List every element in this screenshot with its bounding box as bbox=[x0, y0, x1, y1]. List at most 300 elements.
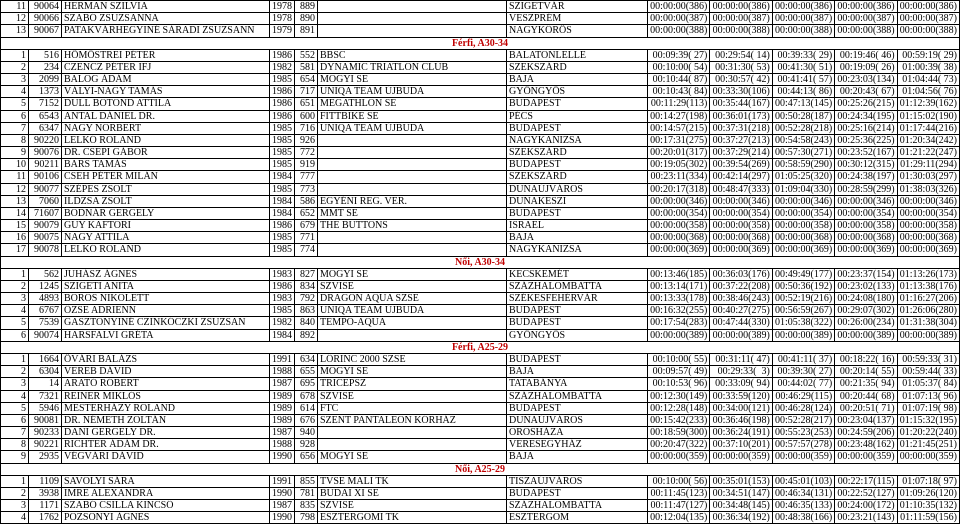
result-row bbox=[0, 244, 960, 256]
total-time-cell: 01:17:44(216) bbox=[898, 123, 960, 134]
bib-number-cell: 90106 bbox=[29, 171, 62, 182]
city-cell: SZEKSZÁRD bbox=[507, 171, 648, 182]
name-cell: BODNÁR GERGELY bbox=[62, 208, 270, 219]
bike-time-cell: 00:34:51(147) bbox=[710, 488, 772, 499]
city-cell: BUDAPEST bbox=[507, 488, 648, 499]
total-time-cell: 00:00:00(389) bbox=[898, 330, 960, 341]
start-number-cell: 891 bbox=[295, 25, 318, 36]
rank-cell: 2 bbox=[0, 366, 29, 377]
result-row bbox=[0, 232, 960, 244]
club-cell: MMT SE bbox=[318, 208, 507, 219]
birth-year-cell: 1986 bbox=[270, 281, 295, 292]
bike-time-cell: 00:35:01(153) bbox=[710, 476, 772, 487]
total-time-cell: 01:09:26(120) bbox=[898, 488, 960, 499]
rank-cell: 4 bbox=[0, 86, 29, 97]
run-time-cell: 00:20:44( 68) bbox=[835, 391, 897, 402]
result-row bbox=[0, 62, 960, 74]
total-time-cell: 01:10:35(132) bbox=[898, 500, 960, 511]
bib-number-cell: 1373 bbox=[29, 86, 62, 97]
run-time-cell: 00:00:00(386) bbox=[835, 1, 897, 12]
birth-year-cell: 1978 bbox=[270, 13, 295, 24]
swim-bike-time-cell: 01:09:04(330) bbox=[773, 184, 835, 195]
birth-year-cell: 1984 bbox=[270, 330, 295, 341]
swim-time-cell: 00:17:31(275) bbox=[648, 135, 710, 146]
swim-time-cell: 00:20:17(318) bbox=[648, 184, 710, 195]
result-row bbox=[0, 305, 960, 317]
club-cell: SZVISE bbox=[318, 391, 507, 402]
run-time-cell: 00:23:48(162) bbox=[835, 439, 897, 450]
city-cell: NAGYKANIZSA bbox=[507, 244, 648, 255]
total-time-cell: 01:04:44( 73) bbox=[898, 74, 960, 85]
total-time-cell: 00:00:00(368) bbox=[898, 232, 960, 243]
name-cell: IMRE ALEXANDRA bbox=[62, 488, 270, 499]
name-cell: MESTERHÁZY ROLAND bbox=[62, 403, 270, 414]
swim-bike-time-cell: 00:56:59(267) bbox=[773, 305, 835, 316]
start-number-cell: 777 bbox=[295, 171, 318, 182]
city-cell: SZÁZHALOMBATTA bbox=[507, 500, 648, 511]
club-cell: TRICEPSZ bbox=[318, 378, 507, 389]
name-cell: SZÉPES ZSOLT bbox=[62, 184, 270, 195]
run-time-cell: 00:23:02(133) bbox=[835, 281, 897, 292]
result-row bbox=[0, 111, 960, 123]
result-row bbox=[0, 98, 960, 110]
club-cell: MEGATHLON SE bbox=[318, 98, 507, 109]
swim-time-cell: 00:11:47(127) bbox=[648, 500, 710, 511]
birth-year-cell: 1984 bbox=[270, 208, 295, 219]
birth-year-cell: 1985 bbox=[270, 159, 295, 170]
bib-number-cell: 4893 bbox=[29, 293, 62, 304]
name-cell: BARS TAMÁS bbox=[62, 159, 270, 170]
start-number-cell: 855 bbox=[295, 476, 318, 487]
birth-year-cell: 1984 bbox=[270, 171, 295, 182]
birth-year-cell: 1991 bbox=[270, 476, 295, 487]
result-row bbox=[0, 159, 960, 171]
run-time-cell: 00:00:00(358) bbox=[835, 220, 897, 231]
run-time-cell: 00:20:14( 55) bbox=[835, 366, 897, 377]
swim-time-cell: 00:10:43( 84) bbox=[648, 86, 710, 97]
swim-time-cell: 00:23:11(334) bbox=[648, 171, 710, 182]
city-cell: TISZAÚJVÁROS bbox=[507, 476, 648, 487]
birth-year-cell: 1979 bbox=[270, 25, 295, 36]
run-time-cell: 00:00:00(354) bbox=[835, 208, 897, 219]
city-cell: BUDAPEST bbox=[507, 317, 648, 328]
rank-cell: 11 bbox=[0, 171, 29, 182]
birth-year-cell: 1982 bbox=[270, 62, 295, 73]
bike-time-cell: 00:47:44(330) bbox=[710, 317, 772, 328]
swim-bike-time-cell: 00:00:00(388) bbox=[773, 25, 835, 36]
swim-time-cell: 00:12:04(135) bbox=[648, 512, 710, 523]
bike-time-cell: 00:36:34(192) bbox=[710, 512, 772, 523]
swim-time-cell: 00:10:00( 54) bbox=[648, 62, 710, 73]
run-time-cell: 00:00:00(346) bbox=[835, 196, 897, 207]
swim-bike-time-cell: 00:00:00(389) bbox=[773, 330, 835, 341]
result-row bbox=[0, 512, 960, 524]
city-cell: BUDAPEST bbox=[507, 159, 648, 170]
birth-year-cell: 1986 bbox=[270, 98, 295, 109]
total-time-cell: 01:31:38(304) bbox=[898, 317, 960, 328]
start-number-cell: 835 bbox=[295, 500, 318, 511]
bib-number-cell: 6767 bbox=[29, 305, 62, 316]
start-number-cell: 773 bbox=[295, 184, 318, 195]
start-number-cell: 772 bbox=[295, 147, 318, 158]
total-time-cell: 00:00:00(369) bbox=[898, 244, 960, 255]
result-row bbox=[0, 366, 960, 378]
swim-bike-time-cell: 00:55:23(253) bbox=[773, 427, 835, 438]
total-time-cell: 01:00:39( 38) bbox=[898, 62, 960, 73]
total-time-cell: 01:20:34(242) bbox=[898, 135, 960, 146]
run-time-cell: 00:24:34(195) bbox=[835, 111, 897, 122]
birth-year-cell: 1985 bbox=[270, 123, 295, 134]
category-label: Férfi, A30-34 bbox=[0, 38, 960, 49]
swim-bike-time-cell: 00:00:00(369) bbox=[773, 244, 835, 255]
birth-year-cell: 1985 bbox=[270, 305, 295, 316]
club-cell: MOGYI SE bbox=[318, 74, 507, 85]
club-cell: TEMPO-AQUA bbox=[318, 317, 507, 328]
total-time-cell: 01:21:45(251) bbox=[898, 439, 960, 450]
bib-number-cell: 1171 bbox=[29, 500, 62, 511]
start-number-cell: 771 bbox=[295, 232, 318, 243]
club-cell: FTC bbox=[318, 403, 507, 414]
start-number-cell: 798 bbox=[295, 512, 318, 523]
total-time-cell: 01:13:26(173) bbox=[898, 269, 960, 280]
name-cell: LELKÓ ROLAND bbox=[62, 135, 270, 146]
birth-year-cell: 1991 bbox=[270, 354, 295, 365]
rank-cell: 4 bbox=[0, 512, 29, 523]
result-row bbox=[0, 220, 960, 232]
club-cell: TVSE MALI TK bbox=[318, 476, 507, 487]
bike-time-cell: 00:00:00(387) bbox=[710, 13, 772, 24]
club-cell: FITTBIKE SE bbox=[318, 111, 507, 122]
result-row bbox=[0, 13, 960, 25]
swim-bike-time-cell: 00:52:19(216) bbox=[773, 293, 835, 304]
run-time-cell: 00:00:00(389) bbox=[835, 330, 897, 341]
city-cell: BUDAPEST bbox=[507, 123, 648, 134]
run-time-cell: 00:20:43( 67) bbox=[835, 86, 897, 97]
city-cell: SZÁZHALOMBATTA bbox=[507, 391, 648, 402]
swim-time-cell: 00:10:00( 56) bbox=[648, 476, 710, 487]
total-time-cell: 00:00:00(358) bbox=[898, 220, 960, 231]
city-cell: GYÖNGYÖS bbox=[507, 330, 648, 341]
name-cell: DULL BOTOND ATTILA bbox=[62, 98, 270, 109]
bib-number-cell: 90067 bbox=[29, 25, 62, 36]
bike-time-cell: 00:00:00(388) bbox=[710, 25, 772, 36]
bike-time-cell: 00:48:47(333) bbox=[710, 184, 772, 195]
total-time-cell: 01:20:22(240) bbox=[898, 427, 960, 438]
bike-time-cell: 00:00:00(358) bbox=[710, 220, 772, 231]
bib-number-cell: 7321 bbox=[29, 391, 62, 402]
swim-time-cell: 00:00:00(369) bbox=[648, 244, 710, 255]
result-row bbox=[0, 147, 960, 159]
bib-number-cell: 6543 bbox=[29, 111, 62, 122]
birth-year-cell: 1990 bbox=[270, 512, 295, 523]
swim-bike-time-cell: 01:05:25(320) bbox=[773, 171, 835, 182]
start-number-cell: 774 bbox=[295, 244, 318, 255]
run-time-cell: 00:00:00(368) bbox=[835, 232, 897, 243]
run-time-cell: 00:19:46( 46) bbox=[835, 50, 897, 61]
bike-time-cell: 00:00:00(369) bbox=[710, 244, 772, 255]
birth-year-cell: 1983 bbox=[270, 269, 295, 280]
name-cell: SZABÓ ZSUZSANNA bbox=[62, 13, 270, 24]
swim-bike-time-cell: 00:44:13( 86) bbox=[773, 86, 835, 97]
swim-time-cell: 00:13:14(171) bbox=[648, 281, 710, 292]
club-cell: LŐRINC 2000 SZSE bbox=[318, 354, 507, 365]
swim-time-cell: 00:00:00(387) bbox=[648, 13, 710, 24]
total-time-cell: 00:00:00(354) bbox=[898, 208, 960, 219]
club-cell bbox=[318, 159, 507, 170]
birth-year-cell: 1985 bbox=[270, 74, 295, 85]
city-cell: BUDAPEST bbox=[507, 208, 648, 219]
name-cell: ŐZSE ADRIENN bbox=[62, 305, 270, 316]
club-cell bbox=[318, 330, 507, 341]
run-time-cell: 00:00:00(369) bbox=[835, 244, 897, 255]
bike-time-cell: 00:31:30( 53) bbox=[710, 62, 772, 73]
bike-time-cell: 00:00:00(354) bbox=[710, 208, 772, 219]
swim-bike-time-cell: 00:41:41( 57) bbox=[773, 74, 835, 85]
city-cell: BAJA bbox=[507, 366, 648, 377]
swim-time-cell: 00:00:00(359) bbox=[648, 451, 710, 462]
name-cell: REINER MIKLÓS bbox=[62, 391, 270, 402]
rank-cell: 15 bbox=[0, 220, 29, 231]
run-time-cell: 00:26:00(234) bbox=[835, 317, 897, 328]
swim-bike-time-cell: 00:45:01(103) bbox=[773, 476, 835, 487]
start-number-cell: 656 bbox=[295, 451, 318, 462]
swim-time-cell: 00:10:44( 87) bbox=[648, 74, 710, 85]
start-number-cell: 716 bbox=[295, 123, 318, 134]
rank-cell: 7 bbox=[0, 123, 29, 134]
city-cell: NAGYKANIZSA bbox=[507, 135, 648, 146]
swim-bike-time-cell: 00:52:28(218) bbox=[773, 123, 835, 134]
bib-number-cell: 90079 bbox=[29, 220, 62, 231]
start-number-cell: 678 bbox=[295, 391, 318, 402]
rank-cell: 3 bbox=[0, 74, 29, 85]
bike-time-cell: 00:36:46(198) bbox=[710, 415, 772, 426]
start-number-cell: 634 bbox=[295, 354, 318, 365]
start-number-cell: 586 bbox=[295, 196, 318, 207]
city-cell: BUDAPEST bbox=[507, 305, 648, 316]
bike-time-cell: 00:34:48(145) bbox=[710, 500, 772, 511]
start-number-cell: 926 bbox=[295, 135, 318, 146]
result-row bbox=[0, 135, 960, 147]
bike-time-cell: 00:37:31(218) bbox=[710, 123, 772, 134]
city-cell: VERESEGYHÁZ bbox=[507, 439, 648, 450]
total-time-cell: 00:00:00(359) bbox=[898, 451, 960, 462]
swim-time-cell: 00:17:54(283) bbox=[648, 317, 710, 328]
name-cell: PATAKVÁRHEGYINÉ SÁRADI ZSUZSANN bbox=[62, 25, 270, 36]
name-cell: GASZTONYINÉ CZINKÓCZKI ZSUZSAN bbox=[62, 317, 270, 328]
result-row bbox=[0, 25, 960, 37]
city-cell: SZEKSZÁRD bbox=[507, 62, 648, 73]
run-time-cell: 00:22:17(115) bbox=[835, 476, 897, 487]
bike-time-cell: 00:33:59(120) bbox=[710, 391, 772, 402]
rank-cell: 1 bbox=[0, 269, 29, 280]
swim-bike-time-cell: 00:50:36(192) bbox=[773, 281, 835, 292]
swim-bike-time-cell: 00:57:57(278) bbox=[773, 439, 835, 450]
club-cell: SZVISE bbox=[318, 281, 507, 292]
start-number-cell: 600 bbox=[295, 111, 318, 122]
run-time-cell: 00:20:51( 71) bbox=[835, 403, 897, 414]
total-time-cell: 00:00:00(387) bbox=[898, 13, 960, 24]
birth-year-cell: 1989 bbox=[270, 391, 295, 402]
swim-time-cell: 00:19:05(302) bbox=[648, 159, 710, 170]
swim-time-cell: 00:00:00(386) bbox=[648, 1, 710, 12]
name-cell: SZIGETI ANITA bbox=[62, 281, 270, 292]
start-number-cell: 890 bbox=[295, 13, 318, 24]
bib-number-cell: 90074 bbox=[29, 330, 62, 341]
total-time-cell: 01:21:22(247) bbox=[898, 147, 960, 158]
category-header-row bbox=[0, 38, 960, 50]
club-cell bbox=[318, 427, 507, 438]
swim-time-cell: 00:11:45(123) bbox=[648, 488, 710, 499]
birth-year-cell: 1988 bbox=[270, 439, 295, 450]
club-cell: THE BUTTONS bbox=[318, 220, 507, 231]
bike-time-cell: 00:00:00(359) bbox=[710, 451, 772, 462]
run-time-cell: 00:23:37(154) bbox=[835, 269, 897, 280]
result-row bbox=[0, 208, 960, 220]
start-number-cell: 940 bbox=[295, 427, 318, 438]
start-number-cell: 919 bbox=[295, 159, 318, 170]
birth-year-cell: 1978 bbox=[270, 1, 295, 12]
total-time-cell: 01:30:03(297) bbox=[898, 171, 960, 182]
bike-time-cell: 00:42:14(297) bbox=[710, 171, 772, 182]
bib-number-cell: 1664 bbox=[29, 354, 62, 365]
name-cell: NAGY ATTILA bbox=[62, 232, 270, 243]
start-number-cell: 655 bbox=[295, 366, 318, 377]
rank-cell: 5 bbox=[0, 317, 29, 328]
club-cell bbox=[318, 147, 507, 158]
rank-cell: 1 bbox=[0, 476, 29, 487]
total-time-cell: 01:26:06(280) bbox=[898, 305, 960, 316]
city-cell: BAJA bbox=[507, 451, 648, 462]
start-number-cell: 928 bbox=[295, 439, 318, 450]
city-cell: DUNAÚJVÁROS bbox=[507, 415, 648, 426]
swim-time-cell: 00:10:53( 96) bbox=[648, 378, 710, 389]
birth-year-cell: 1986 bbox=[270, 86, 295, 97]
swim-time-cell: 00:13:33(178) bbox=[648, 293, 710, 304]
bib-number-cell: 90220 bbox=[29, 135, 62, 146]
total-time-cell: 00:00:00(388) bbox=[898, 25, 960, 36]
category-label: Női, A30-34 bbox=[0, 257, 960, 268]
name-cell: DANI GERGELY DR. bbox=[62, 427, 270, 438]
swim-bike-time-cell: 00:58:59(290) bbox=[773, 159, 835, 170]
run-time-cell: 00:24:38(197) bbox=[835, 171, 897, 182]
total-time-cell: 01:07:13( 96) bbox=[898, 391, 960, 402]
total-time-cell: 00:00:00(386) bbox=[898, 1, 960, 12]
start-number-cell: 792 bbox=[295, 293, 318, 304]
bib-number-cell: 2935 bbox=[29, 451, 62, 462]
swim-bike-time-cell: 00:47:13(145) bbox=[773, 98, 835, 109]
bike-time-cell: 00:30:57( 42) bbox=[710, 74, 772, 85]
name-cell: DR. NÉMETH ZOLTÁN bbox=[62, 415, 270, 426]
bib-number-cell: 7152 bbox=[29, 98, 62, 109]
total-time-cell: 01:04:56( 76) bbox=[898, 86, 960, 97]
rank-cell: 6 bbox=[0, 330, 29, 341]
name-cell: BOROS NIKOLETT bbox=[62, 293, 270, 304]
rank-cell: 6 bbox=[0, 415, 29, 426]
club-cell: BUDAI XI SE bbox=[318, 488, 507, 499]
start-number-cell: 679 bbox=[295, 220, 318, 231]
bib-number-cell: 5946 bbox=[29, 403, 62, 414]
result-row bbox=[0, 123, 960, 135]
bike-time-cell: 00:36:03(176) bbox=[710, 269, 772, 280]
birth-year-cell: 1989 bbox=[270, 415, 295, 426]
club-cell: DYNAMIC TRIATLON CLUB bbox=[318, 62, 507, 73]
swim-bike-time-cell: 00:00:00(359) bbox=[773, 451, 835, 462]
bib-number-cell: 2099 bbox=[29, 74, 62, 85]
name-cell: DR. CSEPI GÁBOR bbox=[62, 147, 270, 158]
city-cell: BAJA bbox=[507, 74, 648, 85]
bib-number-cell: 516 bbox=[29, 50, 62, 61]
club-cell: BBSC bbox=[318, 50, 507, 61]
result-row bbox=[0, 354, 960, 366]
bib-number-cell: 90078 bbox=[29, 244, 62, 255]
start-number-cell: 834 bbox=[295, 281, 318, 292]
swim-time-cell: 00:16:32(255) bbox=[648, 305, 710, 316]
city-cell: SZIGETVÁR bbox=[507, 1, 648, 12]
total-time-cell: 01:16:27(206) bbox=[898, 293, 960, 304]
result-row bbox=[0, 415, 960, 427]
city-cell: NAGYKŐRÖS bbox=[507, 25, 648, 36]
swim-bike-time-cell: 00:46:34(131) bbox=[773, 488, 835, 499]
run-time-cell: 00:23:52(167) bbox=[835, 147, 897, 158]
total-time-cell: 00:59:33( 31) bbox=[898, 354, 960, 365]
bib-number-cell: 90081 bbox=[29, 415, 62, 426]
result-row bbox=[0, 427, 960, 439]
swim-time-cell: 00:18:59(300) bbox=[648, 427, 710, 438]
run-time-cell: 00:28:59(299) bbox=[835, 184, 897, 195]
result-row bbox=[0, 378, 960, 390]
birth-year-cell: 1985 bbox=[270, 244, 295, 255]
result-row bbox=[0, 476, 960, 488]
total-time-cell: 01:13:38(176) bbox=[898, 281, 960, 292]
category-header-row bbox=[0, 342, 960, 354]
birth-year-cell: 1987 bbox=[270, 500, 295, 511]
swim-bike-time-cell: 00:54:58(243) bbox=[773, 135, 835, 146]
swim-time-cell: 00:20:01(317) bbox=[648, 147, 710, 158]
name-cell: HERMAN SZILVIA bbox=[62, 1, 270, 12]
result-row bbox=[0, 439, 960, 451]
city-cell: DUNAKESZI bbox=[507, 196, 648, 207]
result-row bbox=[0, 330, 960, 342]
swim-bike-time-cell: 00:48:38(166) bbox=[773, 512, 835, 523]
club-cell: UNIQA TEAM ÚJBUDA bbox=[318, 305, 507, 316]
swim-bike-time-cell: 00:44:02( 77) bbox=[773, 378, 835, 389]
start-number-cell: 840 bbox=[295, 317, 318, 328]
bike-time-cell: 00:37:10(201) bbox=[710, 439, 772, 450]
run-time-cell: 00:00:00(359) bbox=[835, 451, 897, 462]
bib-number-cell: 90077 bbox=[29, 184, 62, 195]
bib-number-cell: 14 bbox=[29, 378, 62, 389]
rank-cell: 14 bbox=[0, 208, 29, 219]
result-row bbox=[0, 86, 960, 98]
birth-year-cell: 1989 bbox=[270, 403, 295, 414]
rank-cell: 9 bbox=[0, 147, 29, 158]
total-time-cell: 01:15:32(195) bbox=[898, 415, 960, 426]
swim-time-cell: 00:10:00( 55) bbox=[648, 354, 710, 365]
bib-number-cell: 90221 bbox=[29, 439, 62, 450]
rank-cell: 2 bbox=[0, 62, 29, 73]
start-number-cell: 654 bbox=[295, 74, 318, 85]
city-cell: TATABÁNYA bbox=[507, 378, 648, 389]
rank-cell: 1 bbox=[0, 354, 29, 365]
result-row bbox=[0, 74, 960, 86]
start-number-cell: 651 bbox=[295, 98, 318, 109]
bib-number-cell: 1762 bbox=[29, 512, 62, 523]
name-cell: HÖMÖSTREI PÉTER bbox=[62, 50, 270, 61]
rank-cell: 8 bbox=[0, 135, 29, 146]
result-row bbox=[0, 391, 960, 403]
birth-year-cell: 1985 bbox=[270, 135, 295, 146]
run-time-cell: 00:23:03(134) bbox=[835, 74, 897, 85]
